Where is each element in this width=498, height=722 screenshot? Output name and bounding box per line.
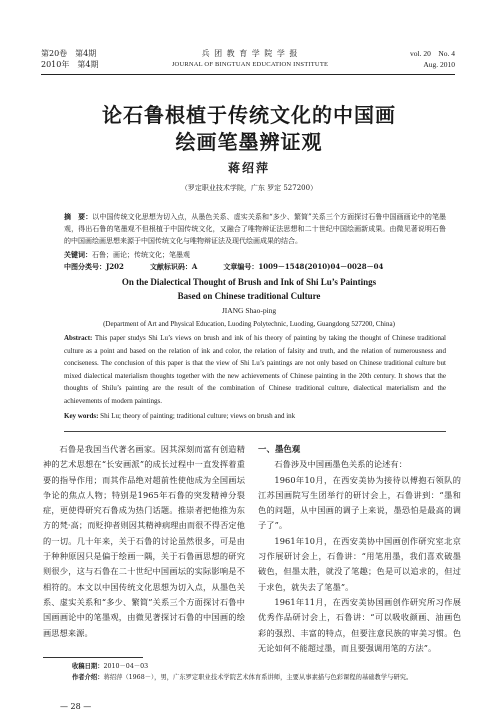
article-number: 文章编号：1009－1548(2010)04－0028－04 <box>223 262 384 271</box>
abstract-cn-label: 摘 要： <box>64 212 93 221</box>
keywords-cn <box>64 249 446 261</box>
body-paragraph: 1960年10月，在西安美协为接待以傅抱石领队的江苏国画院写生团举行的研讨会上，石鲁讲到：“墨和色的问题，从中国画的调子上来说，墨恐怕是最高的调子了”。 <box>258 474 461 531</box>
body-paragraph: 1961年11月，在西安美协国画创作研究所习作展 优秀作品研讨会上，石鲁讲：“可以吸收颜画、油画色彩的强烈、丰富的特点，但要注意民族的审美习惯。色无论如何不能超过墨，而且要强调用笔的方法”。 <box>258 596 461 653</box>
body-paragraph: 石鲁涉及中国画墨色关系的论述有： <box>274 459 407 470</box>
intro-paragraph: 石鲁是我国当代著名画家。因其深刻而富有创造精神的艺术思想在“长安画派”的成长过程中一直发挥着重要的指导作用；而其作品绝对超前性使他成为全国画坛争论的焦点人物；特别是1965年石鲁的突发精神分裂症，更使得研究石鲁成为热门话题。推崇者把他推为东方的梵·高；而贬抑者则因其精神病理由而很不得否定他的一切。几十年来，关于石鲁的讨论虽然很多，可是由于种种原因只是偏于绘画一隅，关于石鲁画思想的研究则很少，这与石鲁在二十世纪中国画坛的实际影响是不相符的。本文以中国传统文化思想为切入点，从墨色关系、虚实关系和“多少、繁简”关系三个方面探讨石鲁中国画画论中的笔墨观，由微见著探讨石鲁的中国画的绘画思想来源。 <box>43 444 245 638</box>
footnote <box>72 661 452 683</box>
english-keywords-label: Key words: <box>64 412 99 420</box>
english-title-line-1: On the Dialectical Thought of Brush and Ink of Shi Lu’s Paintings <box>121 277 377 287</box>
issue-line-volume: 第20卷 第4期 <box>41 49 97 58</box>
author-affiliation: （罗定职业技术学院，广东 罗定 527200） <box>180 184 318 192</box>
body-column-right <box>258 442 461 656</box>
keywords-cn-text: 石鲁；画论；传统文化；笔墨观 <box>92 251 190 259</box>
body-paragraph: 1961年10月，在西安美协中国画创作研究室北京习作展研讨会上，石鲁讲：“用笔用墨，我们喜欢破墨破色，但墨太胜，就没了笔趣；色是可以追求的，但过于求色，就失去了笔墨”。 <box>258 535 461 592</box>
classification-info <box>64 261 446 272</box>
section-heading-ink-color: 一、墨色观 <box>258 444 301 454</box>
body-column-left <box>43 442 245 641</box>
issue-date-en: Aug. 2010 <box>423 60 455 69</box>
clc-number: 中图分类号：J202 <box>64 262 124 271</box>
volume-number-en: vol. 20 No. 4 <box>410 49 455 58</box>
received-date <box>72 661 452 672</box>
header-rule <box>41 74 455 75</box>
journal-name-cn: 兵 团 教 育 学 院 学 报 <box>201 49 299 58</box>
document-code: 文献标识码：A <box>149 262 198 271</box>
received-value: 2010－04－03 <box>103 663 149 670</box>
author-bio <box>72 672 452 683</box>
english-abstract-text: This paper studys Shi Lu’s views on brush and ink of his theory of painting by taking the thought of Chinese traditional culture as a point and based on the relation of ink and color, the relation of falsity and truth, and the relation of numerousness and conciseness. The conclusion of this paper is that the view of Shi Lu’s paintings are not only based on Chinese traditional culture but mixed dialectical materialism thoughts together with the new achievements of Chinese painting in the 20th century. It shows that the thoughts of Shilu’s painting are the result of the combination of Chinese traditional culture, dialectical materialism and the achievements of modern paintings. <box>64 334 446 405</box>
article-title-line-2: 绘画笔墨辨证观 <box>175 130 323 154</box>
english-title-line-2: Based on Chinese traditional Culture <box>177 291 321 301</box>
author-name: 蒋绍萍 <box>227 161 270 175</box>
english-affiliation: (Department of Art and Physical Education, Luoding Polytechnic, Luoding, Guangdong 527200, China) <box>103 320 395 328</box>
english-author: JIANG Shao-ping <box>221 306 277 315</box>
abstract-separator <box>64 431 446 432</box>
issue-line-year: 2010年 第4期 <box>41 60 99 69</box>
page-number: — 28 — <box>60 702 92 711</box>
journal-name-en: JOURNAL OF BINGTUAN EDUCATION INSTITUTE <box>171 61 329 68</box>
footnote-rule <box>43 657 143 658</box>
article-title-line-1: 论石鲁根植于传统文化的中国画 <box>102 103 396 127</box>
english-keywords-text: Shi Lu; theory of painting; traditional culture; views on brush and ink <box>100 412 296 420</box>
issue-info-cn <box>41 48 98 70</box>
english-keywords <box>64 411 446 422</box>
journal-name <box>150 48 350 70</box>
received-label: 收稿日期： <box>72 663 104 670</box>
abstract-cn-text: 以中国传统文化思想为切入点，从墨色关系、虚实关系和“多少、繁简”关系三个方面探讨石鲁中国画画论中的笔墨观，得出石鲁的笔墨观不但根植于中国传统文化，又融合了唯物辩证法思想和二十世纪中国绘画新成果。由微见著说明石鲁的中国画绘画思想来源于中国传统文化与唯物辩证法及现代绘画成果的结合。 <box>64 213 447 245</box>
abstract-cn <box>64 211 446 247</box>
author-bio-text: 蒋绍萍（1968－），男，广东罗定职业技术学院艺术体育系讲师，主要从事素描与色彩课程的基础教学与研究。 <box>103 674 413 681</box>
keywords-cn-label: 关键词： <box>64 250 92 259</box>
english-abstract-label: Abstract: <box>64 334 93 342</box>
author-bio-label: 作者介绍： <box>72 674 104 681</box>
english-abstract <box>64 332 446 408</box>
issue-info-en <box>410 48 455 70</box>
